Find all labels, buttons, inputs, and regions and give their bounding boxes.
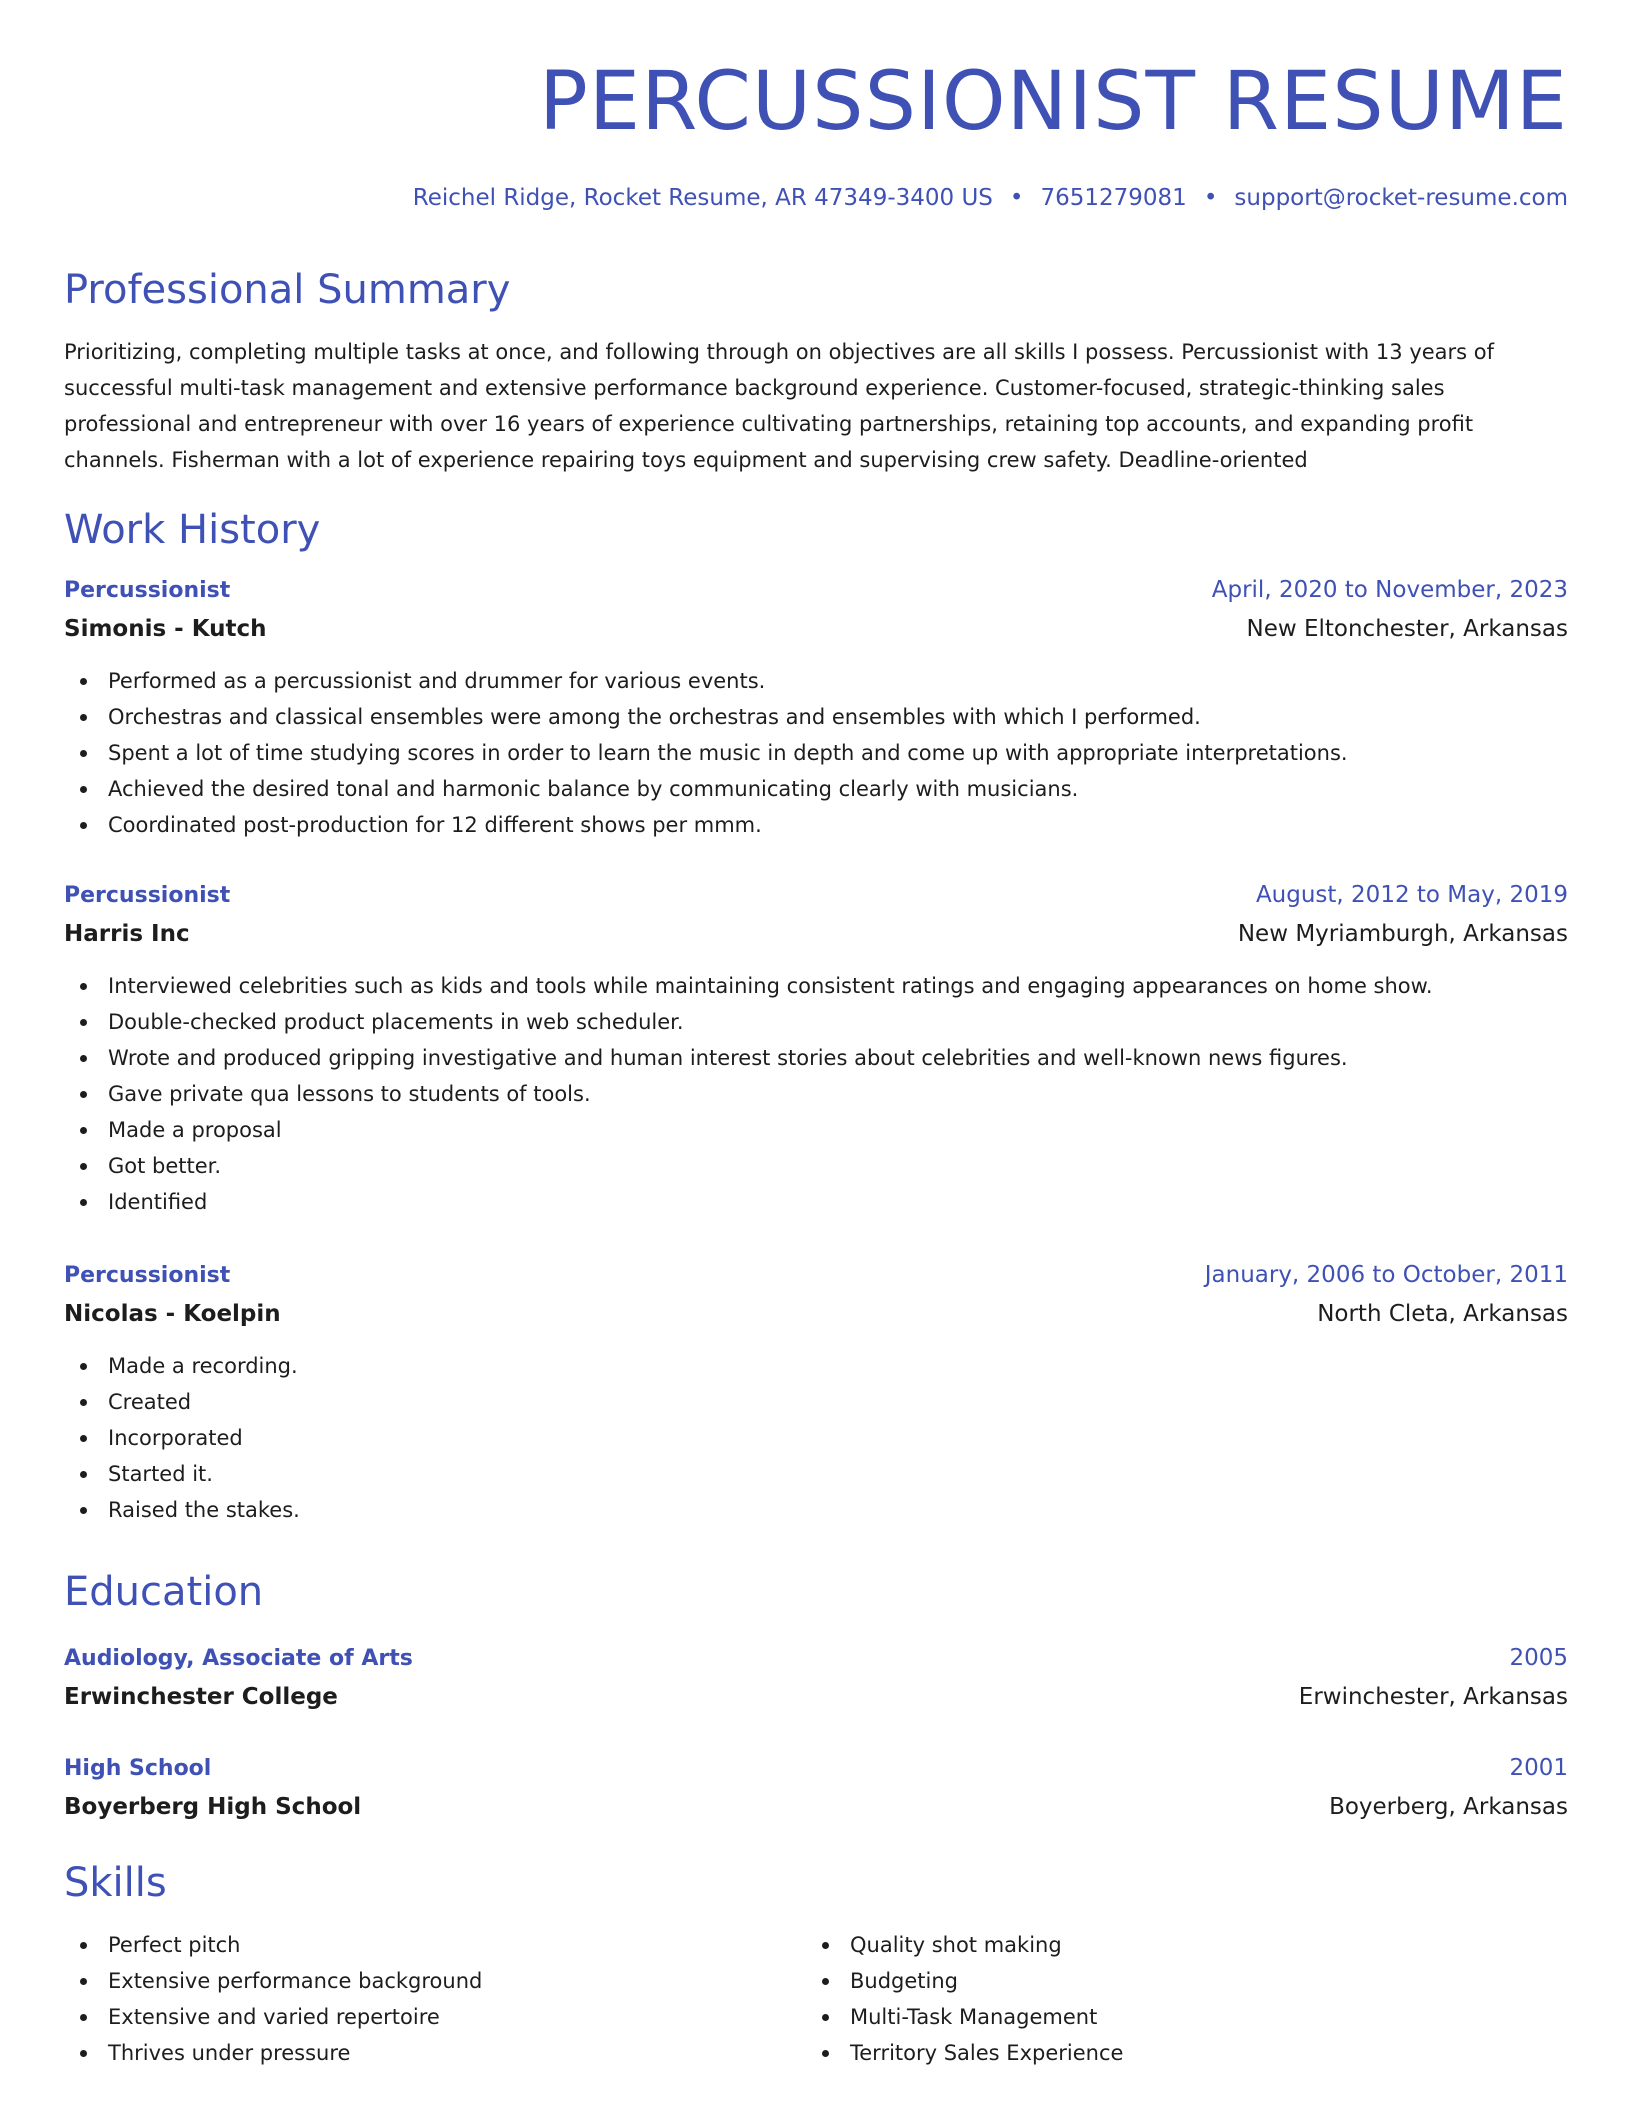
job-location: New Myriamburgh, Arkansas — [1237, 921, 1568, 947]
job-bullet: Orchestras and classical ensembles were among the orchestras and ensembles with which I performed. — [64, 699, 1568, 735]
education-degree: High School — [64, 1756, 212, 1781]
job-entry — [64, 880, 1568, 1220]
skill-item: Multi-Task Management — [806, 1999, 1548, 2035]
education-heading: Education — [64, 1569, 264, 1615]
job-bullet: Created — [64, 1384, 1568, 1420]
skill-item: Perfect pitch — [64, 1927, 806, 1963]
education-school: Boyerberg High School — [64, 1794, 362, 1820]
contact-separator: • — [1009, 185, 1024, 211]
job-location: North Cleta, Arkansas — [1317, 1301, 1568, 1327]
job-bullet: Identified — [64, 1184, 1568, 1220]
job-bullet: Performed as a percussionist and drummer for various events. — [64, 663, 1568, 699]
job-bullet: Coordinated post-production for 12 different shows per mmm. — [64, 807, 1568, 843]
skill-item: Quality shot making — [806, 1927, 1548, 1963]
job-company: Simonis - Kutch — [64, 616, 267, 642]
education-entry — [64, 1643, 1568, 1712]
skills-column-left — [64, 1927, 806, 2071]
job-entry — [64, 1260, 1568, 1528]
job-bullet: Achieved the desired tonal and harmonic balance by communicating clearly with musicians. — [64, 771, 1568, 807]
job-bullet: Spent a lot of time studying scores in order to learn the music in depth and come up with appropriate interpretations. — [64, 735, 1568, 771]
skill-item: Thrives under pressure — [64, 2035, 806, 2071]
education-entry — [64, 1753, 1568, 1822]
job-bullets — [64, 663, 1568, 843]
job-entry — [64, 575, 1568, 843]
job-bullet: Made a recording. — [64, 1348, 1568, 1384]
contact-separator: • — [1203, 185, 1218, 211]
job-company: Harris Inc — [64, 921, 190, 947]
resume-name: PERCUSSIONIST RESUME — [539, 55, 1568, 149]
education-year: 2005 — [1509, 1645, 1568, 1671]
skill-item: Budgeting — [806, 1963, 1548, 1999]
skill-item: Territory Sales Experience — [806, 2035, 1548, 2071]
contact-phone: 7651279081 — [1040, 185, 1187, 211]
contact-address: Reichel Ridge, Rocket Resume, AR 47349-3400 US — [412, 185, 993, 211]
job-bullet: Double-checked product placements in web scheduler. — [64, 1004, 1568, 1040]
summary-text: Prioritizing, completing multiple tasks at once, and following through on objectives are all skills I possess. Percussionist with 13 years of successful multi-task management and extensive performance background experience. Customer-focused, strategic-thinking sales professional and entrepreneur with over 16 years of experience cultivating partnerships, retaining top accounts, and expanding profit channels. Fisherman with a lot of experience repairing toys equipment and supervising crew safety. Deadline-oriented — [64, 340, 1495, 472]
job-bullet: Interviewed celebrities such as kids and tools while maintaining consistent ratings and engaging appearances on home show. — [64, 968, 1568, 1004]
job-company: Nicolas - Koelpin — [64, 1301, 281, 1327]
job-bullet: Made a proposal — [64, 1112, 1568, 1148]
job-role: Percussionist — [64, 1263, 231, 1288]
job-role: Percussionist — [64, 578, 231, 603]
skill-item: Extensive performance background — [64, 1963, 806, 1999]
job-bullets — [64, 968, 1568, 1220]
education-year: 2001 — [1509, 1755, 1568, 1781]
skills-list — [64, 1927, 1568, 2071]
job-role: Percussionist — [64, 883, 231, 908]
resume-header — [64, 0, 1568, 212]
job-location: New Eltonchester, Arkansas — [1246, 616, 1568, 642]
education-school: Erwinchester College — [64, 1684, 338, 1710]
resume-page — [64, 0, 1568, 2065]
work-history-heading: Work History — [64, 507, 321, 553]
job-dates: August, 2012 to May, 2019 — [1255, 882, 1568, 908]
job-bullet: Incorporated — [64, 1420, 1568, 1456]
job-bullet: Raised the stakes. — [64, 1492, 1568, 1528]
summary-heading: Professional Summary — [64, 267, 511, 313]
job-bullets — [64, 1348, 1568, 1528]
education-location: Boyerberg, Arkansas — [1329, 1794, 1568, 1820]
job-bullet: Started it. — [64, 1456, 1568, 1492]
education-degree: Audiology, Associate of Arts — [64, 1646, 413, 1671]
job-dates: January, 2006 to October, 2011 — [1204, 1262, 1568, 1288]
job-dates: April, 2020 to November, 2023 — [1211, 577, 1568, 603]
job-bullet: Got better. — [64, 1148, 1568, 1184]
job-bullet: Gave private qua lessons to students of tools. — [64, 1076, 1568, 1112]
job-bullet: Wrote and produced gripping investigative and human interest stories about celebrities and well-known news figures. — [64, 1040, 1568, 1076]
skill-item: Extensive and varied repertoire — [64, 1999, 806, 2035]
skills-column-right — [806, 1927, 1548, 2071]
contact-line — [64, 184, 1568, 212]
skills-heading: Skills — [64, 1860, 167, 1906]
contact-email[interactable]: support@rocket-resume.com — [1234, 185, 1568, 211]
education-location: Erwinchester, Arkansas — [1298, 1684, 1568, 1710]
